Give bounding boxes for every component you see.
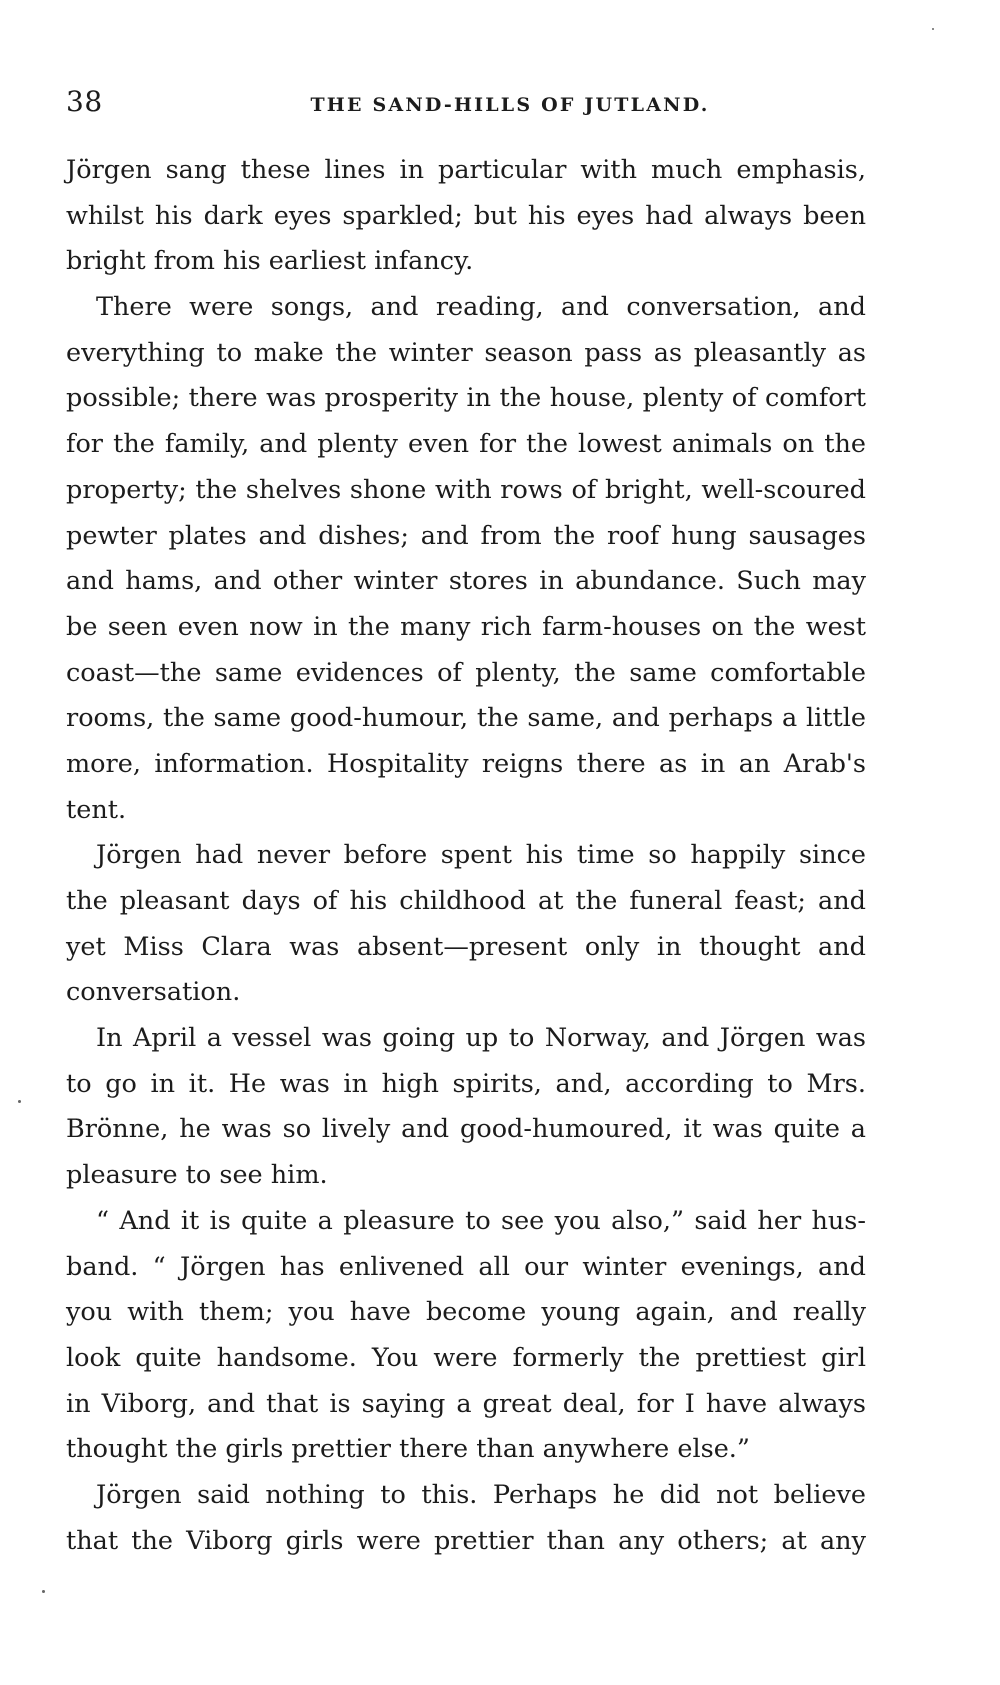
text-line: tent. [66,794,127,825]
text-line: bright from his earliest infancy. [66,246,474,277]
page-number: 38 [66,85,103,118]
text-line: the pleasant days of his childhood at the funeral feast; and [66,886,866,916]
text-line: thought the girls prettier there than anywhere else.” [66,1434,750,1465]
text-line: pleasure to see him. [66,1160,328,1191]
scan-speck [18,1100,21,1103]
body-text [66,148,866,1564]
text-line: you with them; you have become young again, and really [66,1297,866,1328]
text-line: coast—the same evidences of plenty, the same comfortable [66,657,866,688]
text-line: property; the shelves shone with rows of bright, well-scoured [66,474,866,505]
text-line: everything to make the winter season pass as pleasantly as [66,337,866,368]
text-line: possible; there was prosperity in the house, plenty of comfort [66,383,866,414]
text-line: “ And it is quite a pleasure to see you also,” said her hus- [96,1205,866,1236]
text-line: in Viborg, and that is saying a great deal, for I have always [66,1388,866,1419]
text-line: for the family, and plenty even for the lowest animals on the [66,429,866,460]
text-line: rooms, the same good-humour, the same, and perhaps a little [66,703,866,734]
text-line: There were songs, and reading, and conversation, and [96,292,866,323]
text-line: be seen even now in the many rich farm-houses on the west [66,611,866,642]
text-line: look quite handsome. You were formerly the prettiest girl [66,1342,866,1373]
text-line: that the Viborg girls were prettier than any others; at any [66,1525,866,1556]
text-line: conversation. [66,977,241,1008]
text-line: Brönne, he was so lively and good-humoured, it was quite a [66,1114,866,1145]
text-line: Jörgen said nothing to this. Perhaps he did not believe [96,1479,866,1510]
text-line: In April a vessel was going up to Norway, and Jörgen was [96,1023,866,1054]
text-line: more, information. Hospitality reigns there as in an Arab's [66,748,866,779]
text-line: to go in it. He was in high spirits, and, according to Mrs. [66,1068,866,1099]
text-line: Jörgen sang these lines in particular with much emphasis, [66,155,866,185]
scan-speck [932,28,934,30]
scan-speck [42,1590,45,1593]
text-line: and hams, and other winter stores in abundance. Such may [66,566,866,597]
running-head: THE SAND-HILLS OF JUTLAND. [310,94,710,116]
text-line: band. “ Jörgen has enlivened all our winter evenings, and [66,1251,866,1282]
text-line: yet Miss Clara was absent—present only in thought and [66,931,866,962]
text-line: whilst his dark eyes sparkled; but his eyes had always been [66,200,866,231]
text-line: Jörgen had never before spent his time so happily since [96,840,866,871]
text-line: pewter plates and dishes; and from the roof hung sausages [66,520,866,551]
